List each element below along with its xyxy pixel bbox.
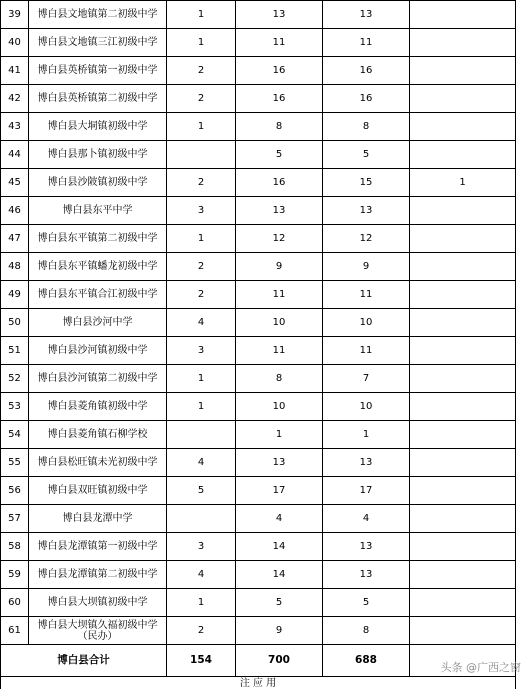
school-name: 博白县龙潭镇第一初级中学 [29, 533, 167, 561]
col-2-value: 4 [236, 505, 323, 533]
col-2-value: 5 [236, 141, 323, 169]
col-1-value: 1 [167, 29, 236, 57]
table-row [1, 113, 516, 141]
school-name: 博白县龙潭镇第二初级中学 [29, 561, 167, 589]
col-2-value: 13 [236, 449, 323, 477]
row-number: 39 [1, 1, 29, 29]
school-name: 博白县双旺镇初级中学 [29, 477, 167, 505]
school-name: 博白县大坝镇久福初级中学（民办） [29, 617, 167, 645]
col-3-value: 15 [323, 169, 410, 197]
table-row [1, 1, 516, 29]
col-2-value: 5 [236, 589, 323, 617]
col-3-value: 10 [323, 393, 410, 421]
table-row [1, 57, 516, 85]
col-3-value: 13 [323, 533, 410, 561]
col-4-value [410, 365, 516, 393]
row-number: 55 [1, 449, 29, 477]
col-3-value: 10 [323, 309, 410, 337]
table-row [1, 85, 516, 113]
col-4-value [410, 421, 516, 449]
col-3-value: 7 [323, 365, 410, 393]
col-3-value: 11 [323, 29, 410, 57]
school-name: 博白县大垌镇初级中学 [29, 113, 167, 141]
row-number: 42 [1, 85, 29, 113]
col-3-value: 13 [323, 449, 410, 477]
col-1-value: 1 [167, 1, 236, 29]
row-number: 50 [1, 309, 29, 337]
col-3-value: 5 [323, 589, 410, 617]
row-number: 52 [1, 365, 29, 393]
col-3-value: 16 [323, 57, 410, 85]
col-1-value: 4 [167, 309, 236, 337]
row-number: 60 [1, 589, 29, 617]
col-1-value: 1 [167, 393, 236, 421]
col-2-value: 16 [236, 57, 323, 85]
row-number: 59 [1, 561, 29, 589]
col-3-value: 13 [323, 1, 410, 29]
col-1-value: 2 [167, 281, 236, 309]
school-name: 博白县文地镇三江初级中学 [29, 29, 167, 57]
col-4-value [410, 617, 516, 645]
col-2-value: 11 [236, 337, 323, 365]
row-number: 51 [1, 337, 29, 365]
col-4-value: 1 [410, 169, 516, 197]
row-number: 48 [1, 253, 29, 281]
col-1-value: 1 [167, 365, 236, 393]
row-number: 58 [1, 533, 29, 561]
col-4-value [410, 281, 516, 309]
col-4-value [410, 141, 516, 169]
school-name: 博白县英桥镇第二初级中学 [29, 85, 167, 113]
school-name: 博白县东平镇第二初级中学 [29, 225, 167, 253]
school-name: 博白县沙河镇第二初级中学 [29, 365, 167, 393]
row-number: 44 [1, 141, 29, 169]
table-row [1, 281, 516, 309]
col-1-value [167, 421, 236, 449]
col-2-value: 16 [236, 169, 323, 197]
col-4-value [410, 113, 516, 141]
school-name: 博白县文地镇第二初级中学 [29, 1, 167, 29]
col-2-value: 16 [236, 85, 323, 113]
col-4-value [410, 309, 516, 337]
school-name: 博白县东平镇合江初级中学 [29, 281, 167, 309]
row-number: 56 [1, 477, 29, 505]
col-2-value: 9 [236, 253, 323, 281]
col-2-value: 10 [236, 393, 323, 421]
col-3-value: 11 [323, 281, 410, 309]
row-number: 45 [1, 169, 29, 197]
col-1-value: 3 [167, 337, 236, 365]
table-row [1, 141, 516, 169]
col-1-value: 2 [167, 85, 236, 113]
col-3-value: 13 [323, 197, 410, 225]
col-2-value: 10 [236, 309, 323, 337]
col-3-value: 13 [323, 561, 410, 589]
col-3-value: 8 [323, 617, 410, 645]
school-name: 博白县那卜镇初级中学 [29, 141, 167, 169]
col-1-value [167, 141, 236, 169]
col-4-value [410, 505, 516, 533]
school-name: 博白县菱角镇石柳学校 [29, 421, 167, 449]
col-2-value: 1 [236, 421, 323, 449]
col-1-value: 5 [167, 477, 236, 505]
col-1-value: 2 [167, 57, 236, 85]
table-row [1, 253, 516, 281]
table-row [1, 29, 516, 57]
table-row [1, 449, 516, 477]
table-row [1, 393, 516, 421]
col-3-value: 17 [323, 477, 410, 505]
col-4-value [410, 533, 516, 561]
col-3-value: 5 [323, 141, 410, 169]
next-row-partial [1, 677, 516, 689]
school-name: 博白县沙河中学 [29, 309, 167, 337]
col-3-value: 9 [323, 253, 410, 281]
col-1-value: 1 [167, 225, 236, 253]
table-row [1, 309, 516, 337]
school-name: 博白县龙潭中学 [29, 505, 167, 533]
row-number: 40 [1, 29, 29, 57]
row-number: 49 [1, 281, 29, 309]
col-2-value: 11 [236, 281, 323, 309]
row-number: 54 [1, 421, 29, 449]
school-name: 博白县沙河镇初级中学 [29, 337, 167, 365]
school-name: 博白县东平中学 [29, 197, 167, 225]
table-row [1, 169, 516, 197]
col-1-value: 4 [167, 449, 236, 477]
table-row [1, 365, 516, 393]
school-name: 博白县东平镇蟠龙初级中学 [29, 253, 167, 281]
table-row [1, 533, 516, 561]
col-1-value: 2 [167, 169, 236, 197]
table-row [1, 225, 516, 253]
col-1-value: 1 [167, 589, 236, 617]
school-name: 博白县大坝镇初级中学 [29, 589, 167, 617]
col-1-value: 1 [167, 113, 236, 141]
row-number: 53 [1, 393, 29, 421]
col-4-value [410, 393, 516, 421]
col-1-value: 3 [167, 197, 236, 225]
row-number: 43 [1, 113, 29, 141]
col-3-value: 16 [323, 85, 410, 113]
table-row [1, 477, 516, 505]
col-3-value: 4 [323, 505, 410, 533]
col-2-value: 17 [236, 477, 323, 505]
col-2-value: 11 [236, 29, 323, 57]
col-2-value: 13 [236, 1, 323, 29]
col-4-value [410, 1, 516, 29]
col-4-value [410, 57, 516, 85]
school-name: 博白县松旺镇未光初级中学 [29, 449, 167, 477]
table-row [1, 617, 516, 645]
col-1-value [167, 505, 236, 533]
col-4-value [410, 225, 516, 253]
col-4-value [410, 561, 516, 589]
table-row [1, 505, 516, 533]
col-2-value: 12 [236, 225, 323, 253]
col-4-value [410, 29, 516, 57]
col-2-value: 8 [236, 113, 323, 141]
col-1-value: 3 [167, 533, 236, 561]
total-c1: 154 [167, 645, 236, 677]
col-1-value: 4 [167, 561, 236, 589]
total-label: 博白县合计 [1, 645, 167, 677]
row-number: 61 [1, 617, 29, 645]
table-body [1, 1, 516, 645]
table-row [1, 589, 516, 617]
table-row [1, 337, 516, 365]
col-2-value: 9 [236, 617, 323, 645]
school-name: 博白县菱角镇初级中学 [29, 393, 167, 421]
col-4-value [410, 449, 516, 477]
row-number: 46 [1, 197, 29, 225]
row-number: 57 [1, 505, 29, 533]
col-4-value [410, 197, 516, 225]
watermark: 头条 @广西之窗 [441, 659, 522, 675]
col-4-value [410, 589, 516, 617]
col-3-value: 1 [323, 421, 410, 449]
row-number: 47 [1, 225, 29, 253]
col-4-value [410, 253, 516, 281]
total-row [1, 645, 516, 677]
school-name: 博白县沙陂镇初级中学 [29, 169, 167, 197]
col-3-value: 11 [323, 337, 410, 365]
table-row [1, 421, 516, 449]
school-name: 博白县英桥镇第一初级中学 [29, 57, 167, 85]
col-2-value: 8 [236, 365, 323, 393]
col-2-value: 13 [236, 197, 323, 225]
col-3-value: 12 [323, 225, 410, 253]
col-4-value [410, 477, 516, 505]
col-1-value: 2 [167, 617, 236, 645]
table-row [1, 561, 516, 589]
total-c3: 688 [323, 645, 410, 677]
col-3-value: 8 [323, 113, 410, 141]
row-number: 41 [1, 57, 29, 85]
col-1-value: 2 [167, 253, 236, 281]
col-4-value [410, 85, 516, 113]
col-4-value [410, 337, 516, 365]
table-row [1, 197, 516, 225]
total-c2: 700 [236, 645, 323, 677]
next-row-text: 注 应 用 [1, 677, 516, 689]
col-2-value: 14 [236, 533, 323, 561]
col-2-value: 14 [236, 561, 323, 589]
